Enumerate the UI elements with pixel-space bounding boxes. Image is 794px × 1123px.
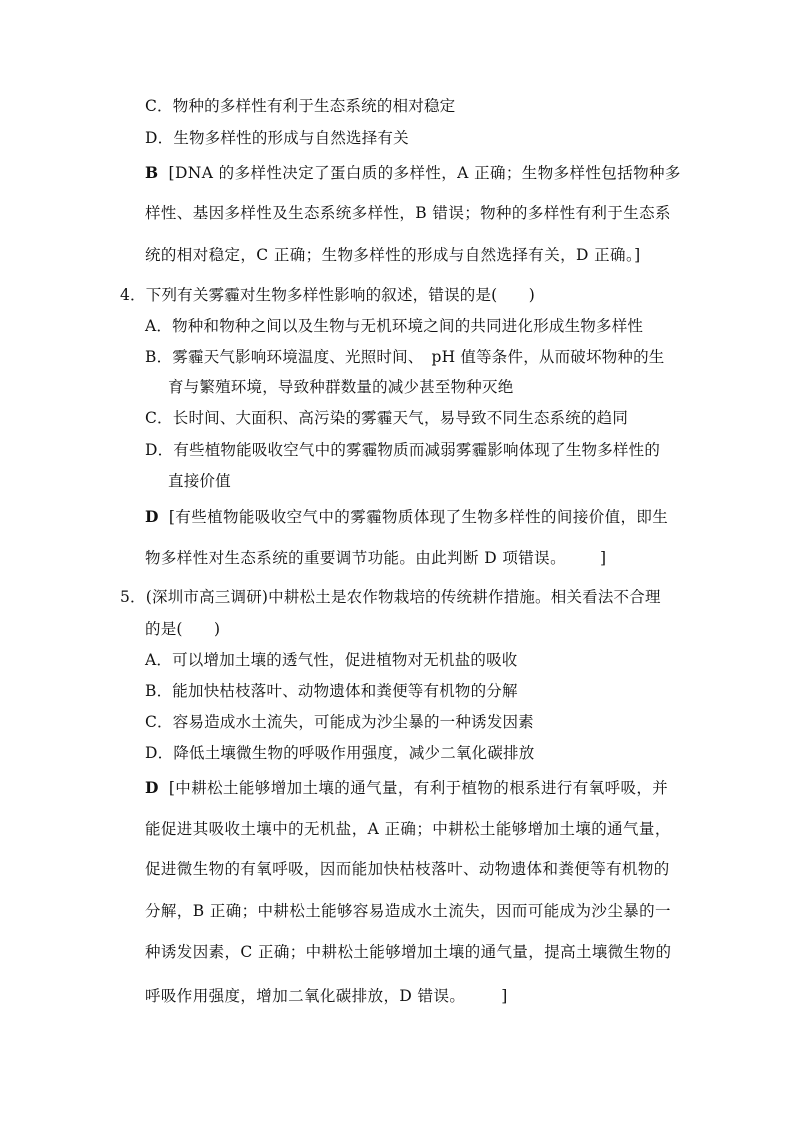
q3-answer-letter: B	[145, 163, 159, 182]
q3-answer-line-1	[145, 163, 681, 183]
q5-option-d: D．降低土壤微生物的呼吸作用强度，减少二氧化碳排放	[145, 744, 535, 762]
q5-answer-line-1	[145, 778, 668, 798]
q4-answer-line-2	[145, 548, 606, 568]
q5-answer-line-6	[145, 986, 508, 1006]
q5-answer-line-2: 能促进其吸收土壤中的无机盐，A 正确；中耕松土能够增加土壤的通气量，	[145, 820, 671, 838]
q5-answer-close-bracket: ]	[501, 987, 508, 1005]
q4-answer-text-1: [有些植物能吸收空气中的雾霾物质体现了生物多样性的间接价值，即生	[168, 508, 669, 526]
q5-answer-text-1: [中耕松土能够增加土壤的通气量，有利于植物的根系进行有氧呼吸，并	[168, 779, 669, 797]
q5-stem-line-1: 5．(深圳市高三调研)中耕松土是农作物栽培的传统耕作措施。相关看法不合理	[120, 588, 661, 606]
q4-option-d-line-2: 直接价值	[168, 472, 231, 490]
q4-stem: 4．下列有关雾霾对生物多样性影响的叙述，错误的是( )	[120, 286, 536, 304]
q4-option-b-line-1: B．雾霾天气影响环境温度、光照时间、 pH 值等条件，从而破坏物种的生	[145, 348, 665, 366]
q3-option-d: D．生物多样性的形成与自然选择有关	[145, 129, 409, 147]
q5-answer-line-4: 分解，B 正确；中耕松土能够容易造成水土流失，因而可能成为沙尘暴的一	[145, 902, 671, 920]
q5-answer-line-3: 促进微生物的有氧呼吸，因而能加快枯枝落叶、动物遗体和粪便等有机物的	[145, 860, 670, 878]
q5-stem-line-2: 的是( )	[145, 620, 221, 638]
q3-answer-text-1: [DNA 的多样性决定了蛋白质的多样性，A 正确；生物多样性包括物种多	[168, 164, 681, 182]
q4-option-c: C．长时间、大面积、高污染的雾霾天气，易导致不同生态系统的趋同	[145, 409, 629, 427]
q4-answer-close-bracket: ]	[599, 549, 607, 567]
q3-option-c: C．物种的多样性有利于生态系统的相对稳定	[145, 97, 456, 115]
q5-option-a: A．可以增加土壤的透气性，促进植物对无机盐的吸收	[145, 651, 518, 669]
q5-answer-text-6: 呼吸作用强度，增加二氧化碳排放，D 错误。	[145, 987, 466, 1005]
q5-answer-line-5: 种诱发因素，C 正确；中耕松土能够增加土壤的通气量，提高土壤微生物的	[145, 943, 672, 961]
q4-option-a: A．物种和物种之间以及生物与无机环境之间的共同进化形成生物多样性	[145, 317, 644, 335]
q5-answer-letter: D	[145, 778, 159, 797]
q3-answer-line-2: 样性、基因多样性及生态系统多样性，B 错误；物种的多样性有利于生态系	[145, 204, 671, 222]
q4-option-d-line-1: D．有些植物能吸收空气中的雾霾物质而减弱雾霾影响体现了生物多样性的	[145, 441, 661, 459]
q4-answer-line-1	[145, 507, 668, 527]
q4-option-b-line-2: 育与繁殖环境，导致种群数量的减少甚至物种灭绝	[168, 378, 514, 396]
q3-answer-line-3: 统的相对稳定，C 正确；生物多样性的形成与自然选择有关，D 正确。]	[145, 246, 641, 264]
q4-answer-letter: D	[145, 507, 159, 526]
q5-option-b: B．能加快枯枝落叶、动物遗体和粪便等有机物的分解	[145, 682, 518, 700]
q5-option-c: C．容易造成水土流失，可能成为沙尘暴的一种诱发因素	[145, 713, 534, 731]
q4-answer-text-2: 物多样性对生态系统的重要调节功能。由此判断 D 项错误。	[145, 549, 566, 567]
